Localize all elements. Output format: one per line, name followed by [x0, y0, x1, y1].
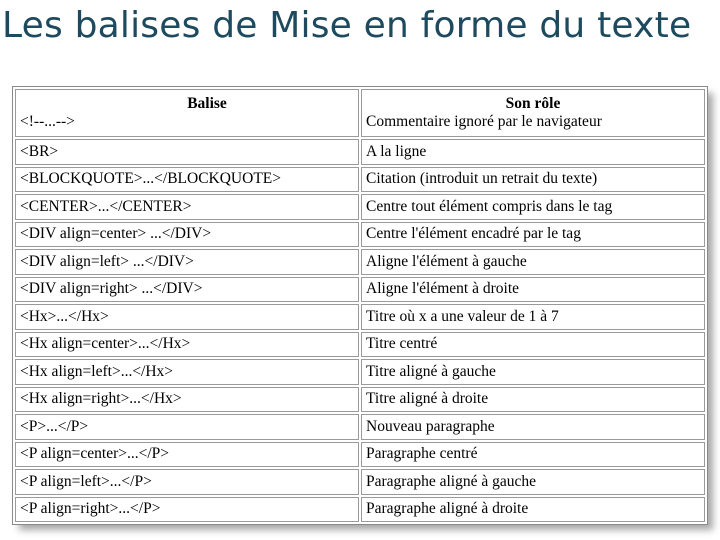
table-row	[15, 167, 705, 193]
slide-title: Les balises de Mise en forme du texte	[2, 5, 692, 46]
table-row	[15, 469, 705, 495]
column-header-role: Son rôle	[505, 95, 561, 112]
cell-tag-text: <DIV align=center> ...</DIV>	[15, 222, 359, 248]
cell-tag-text: <P align=right>...</P>	[15, 497, 359, 523]
table-cell-tag	[15, 89, 359, 137]
table-row	[15, 194, 705, 220]
cell-tag-text: <Hx align=right>...</Hx>	[15, 387, 359, 413]
cell-role-text: Titre où x a une valeur de 1 à 7	[361, 304, 705, 330]
cell-tag-text: <P align=center>...</P>	[15, 442, 359, 468]
table-row	[15, 359, 705, 385]
table-row	[15, 222, 705, 248]
cell-role-text: Titre aligné à droite	[361, 387, 705, 413]
table-row	[15, 332, 705, 358]
cell-tag-text: <P align=left>...</P>	[15, 469, 359, 495]
tags-table	[12, 86, 708, 525]
cell-role-text: Paragraphe aligné à gauche	[361, 469, 705, 495]
cell-role-text: Centre l'élément encadré par le tag	[361, 222, 705, 248]
cell-role-text: Nouveau paragraphe	[361, 414, 705, 440]
table-row	[15, 387, 705, 413]
cell-tag-text: <CENTER>...</CENTER>	[15, 194, 359, 220]
table-cell-role	[361, 89, 705, 137]
cell-role-text: A la ligne	[361, 139, 705, 165]
cell-tag-text: <Hx align=left>...</Hx>	[15, 359, 359, 385]
cell-role-text: Citation (introduit un retrait du texte)	[361, 167, 705, 193]
table-row	[15, 442, 705, 468]
cell-role-text: Titre centré	[361, 332, 705, 358]
cell-tag-text: <DIV align=right> ...</DIV>	[15, 277, 359, 303]
cell-tag-text: <BLOCKQUOTE>...</BLOCKQUOTE>	[15, 167, 359, 193]
table-row	[15, 497, 705, 523]
cell-tag-text: <!--...-->	[20, 113, 75, 130]
cell-role-text: Aligne l'élément à gauche	[361, 249, 705, 275]
cell-tag-text: <BR>	[15, 139, 359, 165]
cell-tag-text: <Hx>...</Hx>	[15, 304, 359, 330]
table-row	[15, 414, 705, 440]
table-row	[15, 277, 705, 303]
cell-role-text: Centre tout élément compris dans le tag	[361, 194, 705, 220]
table-row	[15, 89, 705, 137]
cell-tag-text: <Hx align=center>...</Hx>	[15, 332, 359, 358]
cell-role-text: Aligne l'élément à droite	[361, 277, 705, 303]
table-row	[15, 139, 705, 165]
cell-role-text: Commentaire ignoré par le navigateur	[366, 113, 602, 130]
column-header-balise: Balise	[187, 95, 227, 112]
cell-role-text: Paragraphe centré	[361, 442, 705, 468]
table-row	[15, 249, 705, 275]
cell-tag-text: <DIV align=left> ...</DIV>	[15, 249, 359, 275]
cell-role-text: Paragraphe aligné à droite	[361, 497, 705, 523]
table-row	[15, 304, 705, 330]
cell-role-text: Titre aligné à gauche	[361, 359, 705, 385]
cell-tag-text: <P>...</P>	[15, 414, 359, 440]
